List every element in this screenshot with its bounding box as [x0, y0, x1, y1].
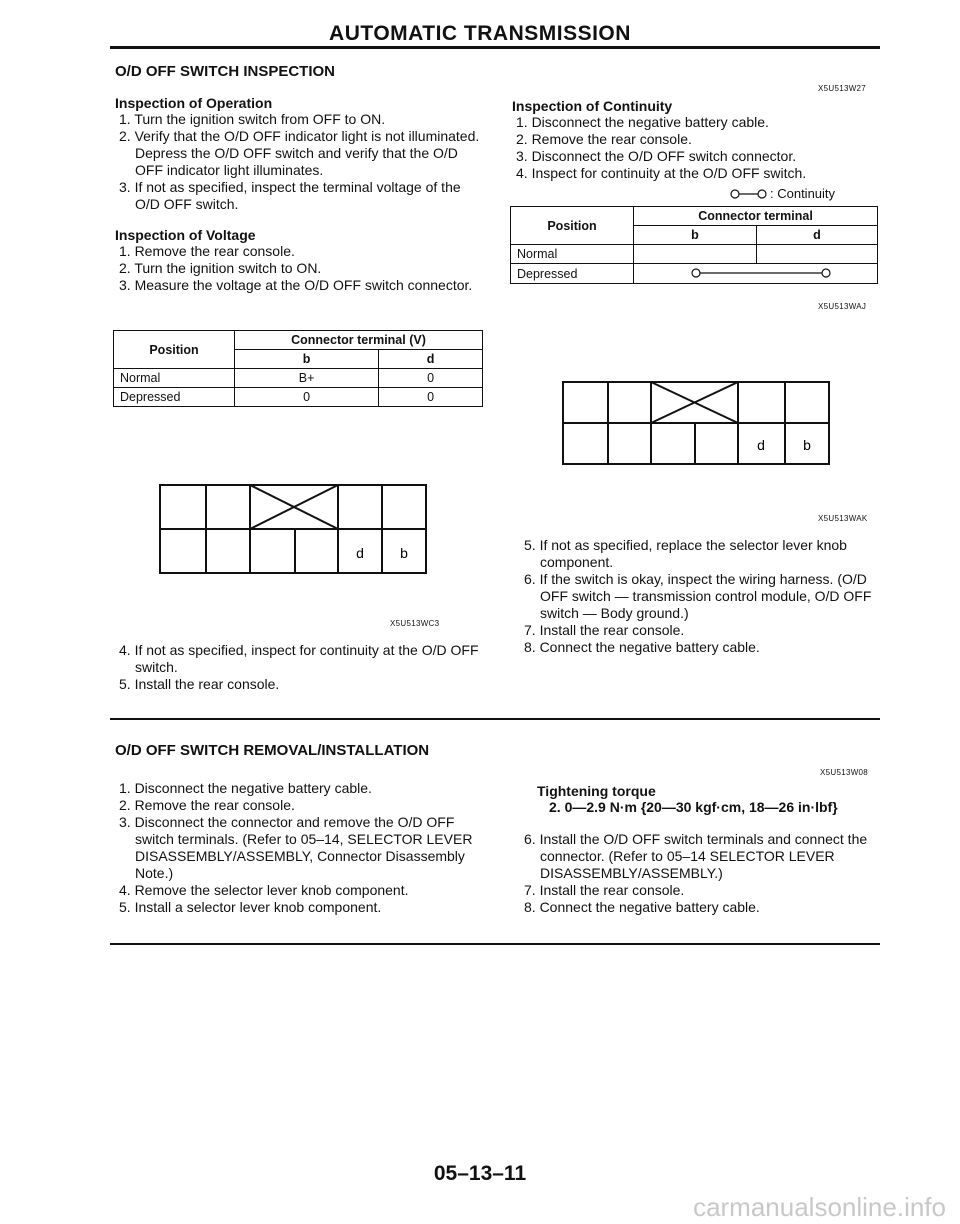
list-item: 3. Disconnect the connector and remove the O/D OFF switch terminals. (Refer to 05–14, SELECTOR LEVER DISASSEMBLY/ASSEMBLY, Connector Disassembly Note.) [119, 814, 473, 881]
list-item: 5. Install a selector lever knob component. [119, 899, 382, 915]
figure-code: X5U513WC3 [390, 619, 440, 628]
voltage-title: Inspection of Voltage [115, 227, 256, 243]
table-header-d: d [379, 350, 483, 369]
table-row [114, 388, 483, 407]
removal-steps-left [115, 780, 485, 916]
page-number: 05–13–11 [433, 1162, 527, 1185]
operation-block [115, 95, 485, 213]
voltage-steps [115, 243, 485, 294]
page-header-title: AUTOMATIC TRANSMISSION [329, 22, 631, 45]
continuity-legend-symbol [730, 186, 768, 202]
table-header-connector-terminal: Connector terminal (V) [235, 331, 483, 350]
list-item: 7. Install the rear console. [524, 622, 685, 638]
list-item: 4. Remove the selector lever knob component. [119, 882, 409, 898]
table-cell-d: 0 [379, 388, 483, 407]
continuity-block [512, 98, 880, 182]
list-item: 8. Connect the negative battery cable. [524, 899, 760, 915]
section-title-inspection: O/D OFF SWITCH INSPECTION [115, 63, 335, 80]
list-item: 1. Disconnect the negative battery cable. [119, 780, 372, 796]
terminal-label-d: d [356, 545, 364, 561]
torque-block [537, 783, 887, 815]
table-header-connector-terminal: Connector terminal [634, 207, 878, 226]
list-item: 7. Install the rear console. [524, 882, 685, 898]
list-item: 3. If not as specified, inspect the terminal voltage of the O/D OFF switch. [119, 179, 461, 212]
table-header-b: b [235, 350, 379, 369]
table-cell-d: 0 [379, 369, 483, 388]
continuity-title: Inspection of Continuity [512, 98, 673, 114]
operation-title: Inspection of Operation [115, 95, 273, 111]
table-header-position: Position [511, 207, 634, 245]
figure-code: X5U513W08 [820, 768, 869, 777]
list-item: 2. Remove the rear console. [119, 797, 295, 813]
voltage-block [115, 227, 485, 294]
continuity-table [510, 206, 878, 284]
table-header-d: d [757, 226, 878, 245]
table-cell-position: Depressed [114, 388, 235, 407]
list-item: 5. Install the rear console. [119, 676, 280, 692]
connector-diagram-left [150, 482, 440, 582]
list-item: 4. If not as specified, inspect for continuity at the O/D OFF switch. [119, 642, 479, 675]
table-cell-b: 0 [235, 388, 379, 407]
table-cell-position: Normal [114, 369, 235, 388]
table-cell-b: B+ [235, 369, 379, 388]
voltage-after-steps [115, 642, 485, 693]
table-row [114, 369, 483, 388]
list-item: 2. Turn the ignition switch to ON. [119, 260, 322, 276]
section-title-removal: O/D OFF SWITCH REMOVAL/INSTALLATION [115, 742, 430, 759]
figure-code: X5U513WAK [818, 514, 868, 523]
list-item: 1. Turn the ignition switch from OFF to ON. [119, 111, 386, 127]
list-item: 6. Install the O/D OFF switch terminals and connect the connector. (Refer to 05–14 SELECTOR LEVER DISASSEMBLY/ASSEMBLY.) [524, 831, 868, 881]
section-end-rule [110, 943, 880, 945]
list-item: 3. Disconnect the O/D OFF switch connector. [516, 148, 797, 164]
table-header-position: Position [114, 331, 235, 369]
operation-steps [115, 111, 485, 213]
list-item: 1. Disconnect the negative battery cable. [516, 114, 769, 130]
torque-label: Tightening torque [537, 783, 656, 799]
terminal-label-b: b [400, 545, 408, 561]
table-header-b: b [634, 226, 757, 245]
list-item: 8. Connect the negative battery cable. [524, 639, 760, 655]
section-divider [110, 718, 880, 720]
terminal-label-d: d [757, 437, 765, 453]
list-item: 6. If the switch is okay, inspect the wiring harness. (O/D OFF switch — transmission control module, O/D OFF switch — Body ground.) [524, 571, 872, 621]
figure-code: X5U513W27 [818, 84, 867, 93]
continuity-steps [512, 114, 880, 182]
list-item: 1. Remove the rear console. [119, 243, 295, 259]
continuity-link-mark [634, 264, 874, 280]
removal-steps-right [520, 831, 885, 916]
header-rule [110, 46, 880, 49]
table-row [511, 245, 878, 264]
voltage-table [113, 330, 483, 407]
watermark-text: carmanualsonline.info [693, 1192, 946, 1222]
list-item: 5. If not as specified, replace the selector lever knob component. [524, 537, 847, 570]
list-item: 2. Verify that the O/D OFF indicator light is not illuminated. Depress the O/D OFF switch and verify that the O/D OFF indicator light illuminates. [119, 128, 480, 178]
figure-code: X5U513WAJ [818, 302, 867, 311]
table-row [511, 264, 878, 284]
list-item: 2. Remove the rear console. [516, 131, 692, 147]
continuity-after-steps [520, 537, 885, 656]
table-cell-position: Depressed [511, 264, 634, 284]
torque-value: 2. 0—2.9 N·m {20—30 kgf·cm, 18—26 in·lbf} [549, 799, 838, 815]
terminal-label-b: b [803, 437, 811, 453]
connector-diagram-right [555, 378, 845, 468]
list-item: 4. Inspect for continuity at the O/D OFF switch. [516, 165, 807, 181]
continuity-legend-label: : Continuity [770, 186, 836, 201]
list-item: 3. Measure the voltage at the O/D OFF switch connector. [119, 277, 473, 293]
table-cell-position: Normal [511, 245, 634, 264]
